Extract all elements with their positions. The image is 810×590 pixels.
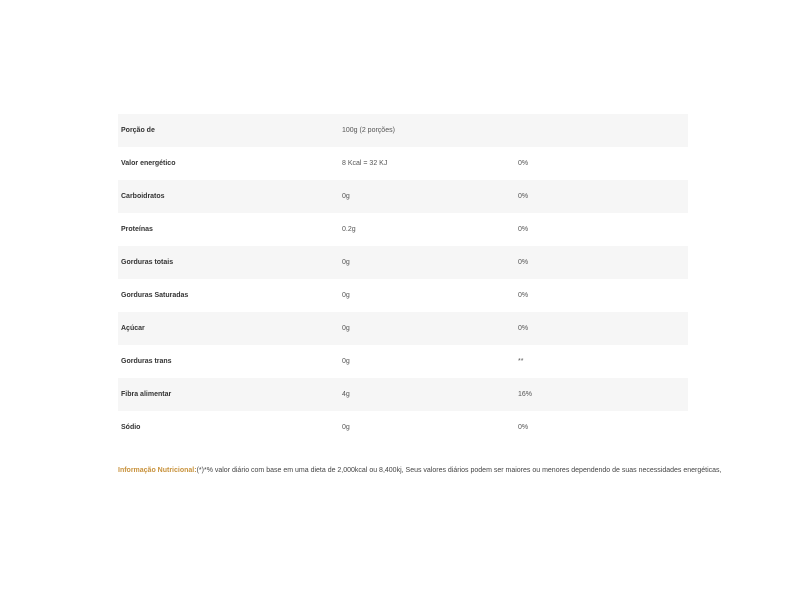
table-row (118, 180, 688, 213)
nutrient-daily-value: 0% (518, 312, 688, 345)
table-row (118, 312, 688, 345)
nutrient-name: Gorduras trans (118, 345, 342, 378)
nutrient-name: Valor energético (118, 147, 342, 180)
table-row (118, 246, 688, 279)
nutrient-amount: 0g (342, 345, 518, 378)
nutrient-amount: 0g (342, 411, 518, 444)
nutrient-daily-value (518, 114, 688, 147)
nutrient-amount: 0g (342, 180, 518, 213)
nutrient-daily-value: 0% (518, 180, 688, 213)
nutrient-daily-value: 0% (518, 411, 688, 444)
footnote-text: (*)*% valor diário com base em uma dieta de 2,000kcal ou 8,400kj, Seus valores diários podem ser maiores ou menores dependendo de suas necessidades energéticas, (196, 467, 722, 474)
nutrient-name: Gorduras Saturadas (118, 279, 342, 312)
nutrient-amount: 0.2g (342, 213, 518, 246)
nutrient-daily-value: 16% (518, 378, 688, 411)
nutrient-daily-value: 0% (518, 279, 688, 312)
nutrient-name: Açúcar (118, 312, 342, 345)
table-row (118, 114, 688, 147)
table-row (118, 279, 688, 312)
nutrition-footnote (118, 467, 722, 474)
nutrient-amount: 0g (342, 246, 518, 279)
nutrient-name: Carboidratos (118, 180, 342, 213)
nutrient-name: Proteínas (118, 213, 342, 246)
nutrient-amount: 100g (2 porções) (342, 114, 518, 147)
nutrient-amount: 0g (342, 279, 518, 312)
nutrient-amount: 8 Kcal = 32 KJ (342, 147, 518, 180)
table-row (118, 345, 688, 378)
nutrient-daily-value: ** (518, 345, 688, 378)
nutrient-amount: 4g (342, 378, 518, 411)
nutrient-name: Sódio (118, 411, 342, 444)
table-row (118, 147, 688, 180)
nutrient-daily-value: 0% (518, 213, 688, 246)
table-row (118, 411, 688, 444)
table-row (118, 213, 688, 246)
nutrient-daily-value: 0% (518, 246, 688, 279)
nutrient-daily-value: 0% (518, 147, 688, 180)
footnote-label: Informação Nutricional: (118, 467, 197, 474)
nutrient-name: Porção de (118, 114, 342, 147)
table-row (118, 378, 688, 411)
nutrition-table (118, 114, 688, 444)
nutrient-name: Gorduras totais (118, 246, 342, 279)
nutrient-amount: 0g (342, 312, 518, 345)
nutrient-name: Fibra alimentar (118, 378, 342, 411)
